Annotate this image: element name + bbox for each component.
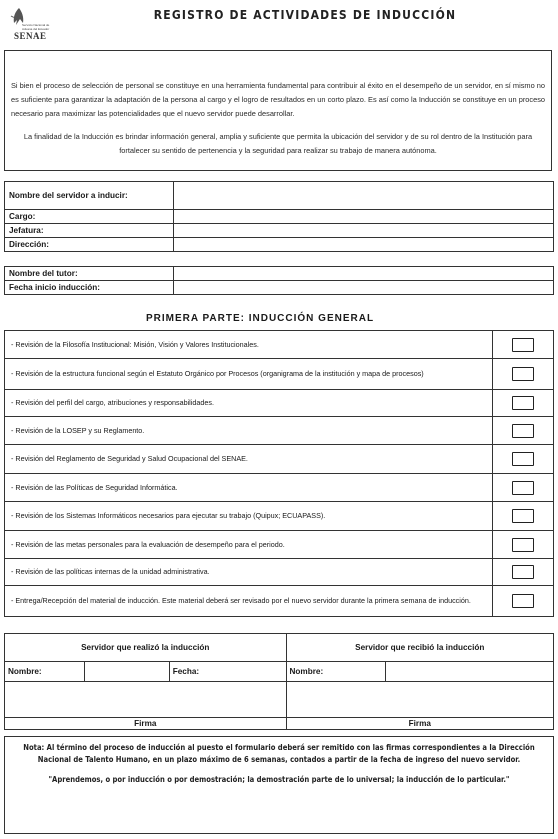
jefatura-field[interactable] (174, 224, 554, 238)
tutor-nombre-label: Nombre del tutor: (5, 267, 174, 281)
senae-logo (6, 6, 50, 42)
firma-left-label: Firma (5, 718, 287, 730)
item-label: - Revisión de la estructura funcional según el Estatuto Orgánico por Procesos (organigrama de la institución y mapa de procesos) (5, 359, 493, 390)
direccion-field[interactable] (174, 238, 554, 252)
induction-items-table (4, 330, 554, 617)
firma-right-label: Firma (286, 718, 553, 730)
servidor-recibio-header: Servidor que recibió la inducción (286, 634, 553, 662)
item-checkbox[interactable] (512, 565, 534, 579)
logo-small-text: Servicio Nacional de Aduana del Ecuador (22, 23, 50, 31)
item-checkbox[interactable] (512, 594, 534, 608)
item-checkbox[interactable] (512, 481, 534, 495)
item-checkbox[interactable] (512, 367, 534, 381)
recibio-nombre-label: Nombre: (286, 662, 386, 682)
note-quote: "Aprendemos, o por inducción o por demostración; la demostración parte de lo universal; la inducción de lo particular." (48, 775, 510, 784)
logo-brand-text: SENAE (14, 31, 47, 41)
direccion-label: Dirección: (5, 238, 174, 252)
servidor-nombre-field[interactable] (174, 182, 554, 210)
item-label: - Revisión de la Filosofía Institucional: Misión, Visión y Valores Institucionales. (5, 331, 493, 359)
item-label: - Revisión del perfil del cargo, atribuciones y responsabilidades. (5, 390, 493, 417)
intro-paragraph-1: Si bien el proceso de selección de personal se constituye en una herramienta fundamental para contribuir al éxito en el desempeño de un servidor, en sí mismo no es suficiente para garantizar la adaptación de la persona al cargo y el logro de resultados en un corto plazo. Es así como la Inducción se constituye en un proceso necesario para maximizar las potencialidades que el nuevo servidor puede desarrollar. (11, 81, 545, 118)
item-label: - Revisión de los Sistemas Informáticos necesarios para ejecutar su trabajo (Quipux; ECUAPASS). (5, 502, 493, 531)
item-label: - Revisión de las políticas internas de la unidad administrativa. (5, 559, 493, 586)
recibio-nombre-field[interactable] (386, 662, 554, 682)
fecha-inicio-field[interactable] (174, 281, 554, 295)
item-checkbox[interactable] (512, 538, 534, 552)
intro-box (4, 50, 552, 171)
item-checkbox[interactable] (512, 509, 534, 523)
servidor-nombre-label: Nombre del servidor a inducir: (5, 182, 174, 210)
realizo-signature-area[interactable] (5, 682, 287, 718)
fecha-label: Fecha: (169, 662, 286, 682)
item-checkbox[interactable] (512, 338, 534, 352)
fecha-inicio-label: Fecha inicio inducción: (5, 281, 174, 295)
servidor-realizo-header: Servidor que realizó la inducción (5, 634, 287, 662)
item-checkbox[interactable] (512, 424, 534, 438)
cargo-label: Cargo: (5, 210, 174, 224)
recibio-signature-area[interactable] (286, 682, 553, 718)
item-label: - Revisión de las Políticas de Seguridad Informática. (5, 474, 493, 502)
section-title: PRIMERA PARTE: INDUCCIÓN GENERAL (145, 313, 375, 324)
cargo-field[interactable] (174, 210, 554, 224)
note-box (4, 736, 554, 834)
tutor-info-table (4, 266, 554, 295)
item-label: - Revisión de la LOSEP y su Reglamento. (5, 417, 493, 445)
item-checkbox[interactable] (512, 396, 534, 410)
intro-paragraph-2: La finalidad de la Inducción es brindar información general, amplia y suficiente que permita la ubicación del servidor y de su rol dentro de la Institución para fortalecer su sentido de pertenencia y la seguridad para realizar su trabajo de manera autónoma. (23, 132, 533, 155)
item-label: - Revisión del Reglamento de Seguridad y Salud Ocupacional del SENAE. (5, 445, 493, 474)
note-text: Nota: Al término del proceso de inducción al puesto el formulario deberá ser remitido con las firmas correspondientes a la Dirección Nacional de Talento Humano, en un plazo máximo de 6 semanas, contados a partir de la fecha de ingreso del nuevo servidor. (23, 743, 535, 764)
signatures-table (4, 633, 554, 730)
realizo-nombre-label: Nombre: (5, 662, 85, 682)
item-label: - Entrega/Recepción del material de inducción. Este material deberá ser revisado por el nuevo servidor durante la primera semana de inducción. (5, 586, 493, 617)
realizo-nombre-field[interactable] (84, 662, 169, 682)
page-title: REGISTRO DE ACTIVIDADES DE INDUCCIÓN (153, 8, 457, 22)
jefatura-label: Jefatura: (5, 224, 174, 238)
servidor-info-table (4, 181, 554, 252)
item-checkbox[interactable] (512, 452, 534, 466)
tutor-nombre-field[interactable] (174, 267, 554, 281)
item-label: - Revisión de las metas personales para la evaluación de desempeño para el periodo. (5, 531, 493, 559)
